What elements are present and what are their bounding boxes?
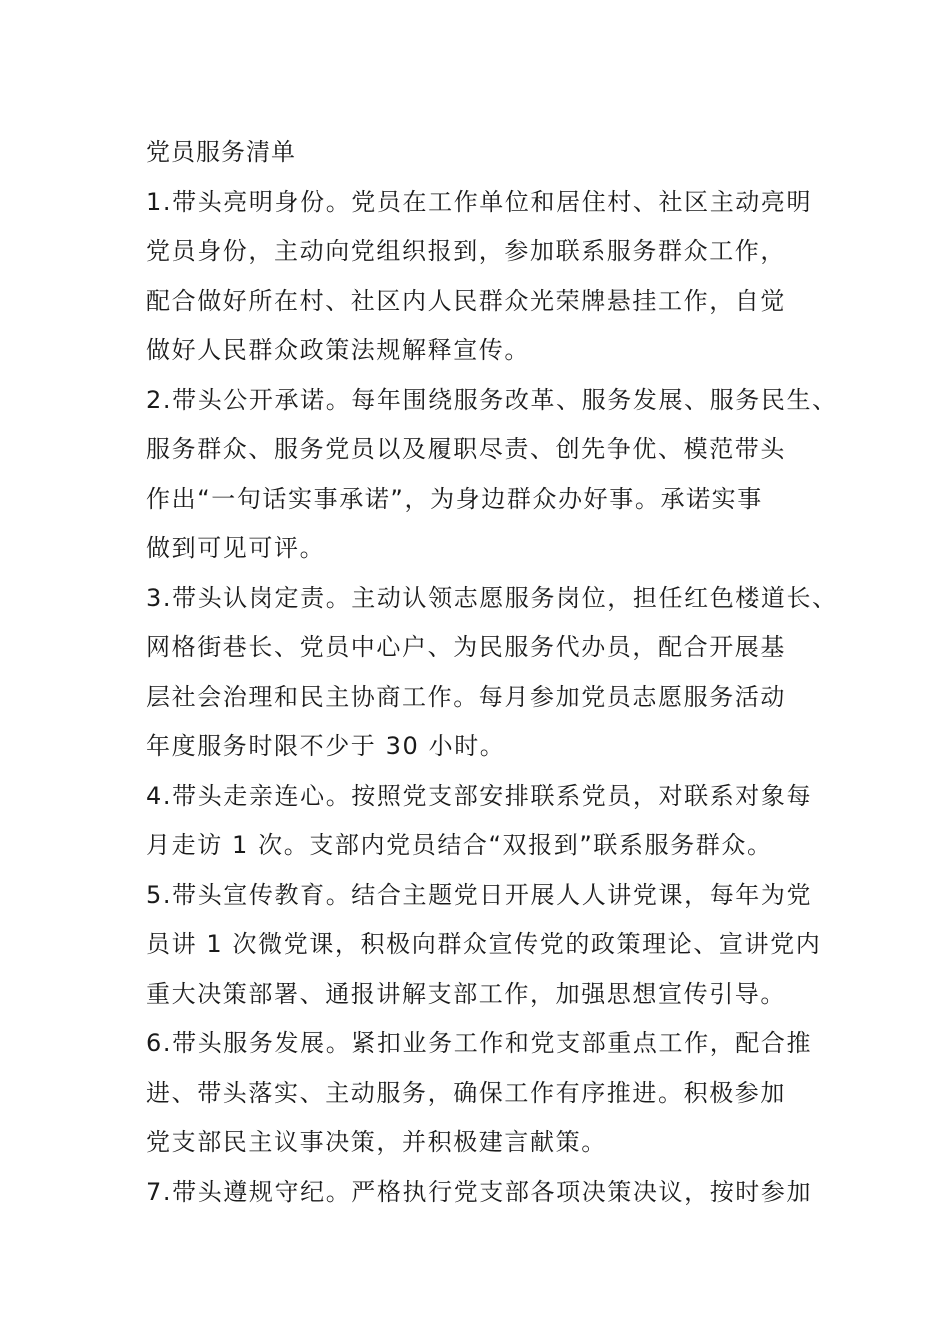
text-line: 做好人民群众政策法规解释宣传。	[146, 336, 530, 364]
text-line: 配合做好所在村、社区内人民群众光荣牌悬挂工作，自觉	[146, 286, 786, 315]
text-line: 年度服务时限不少于 30 小时。	[146, 732, 506, 760]
text-line: 作出“一句话实事承诺”，为身边群众办好事。承诺实事	[146, 484, 763, 513]
text-line: 党员身份，主动向党组织报到，参加联系服务群众工作，	[146, 237, 786, 265]
text-line: 网格街巷长、党员中心户、为民服务代办员，配合开展基	[146, 633, 786, 661]
text-line: 做到可见可评。	[146, 534, 326, 562]
text-line: 重大决策部署、通报讲解支部工作，加强思想宣传引导。	[146, 979, 786, 1008]
text-line: 员讲 1 次微党课，积极向群众宣传党的政策理论、宣讲党内	[146, 930, 822, 958]
text-line: 2.带头公开承诺。每年围绕服务改革、服务发展、服务民生、	[146, 385, 838, 414]
document-body	[146, 128, 838, 1217]
text-line: 进、带头落实、主动服务，确保工作有序推进。积极参加	[146, 1078, 786, 1107]
text-line: 5.带头宣传教育。结合主题党日开展人人讲党课，每年为党	[146, 880, 813, 909]
text-line: 3.带头认岗定责。主动认领志愿服务岗位，担任红色楼道长、	[146, 583, 838, 612]
text-line: 1.带头亮明身份。党员在工作单位和居住村、社区主动亮明	[146, 187, 813, 216]
text-line: 层社会治理和民主协商工作。每月参加党员志愿服务活动	[146, 682, 786, 711]
text-line: 党支部民主议事决策，并积极建言献策。	[146, 1128, 607, 1156]
text-line: 4.带头走亲连心。按照党支部安排联系党员，对联系对象每	[146, 781, 813, 810]
text-line: 7.带头遵规守纪。严格执行党支部各项决策决议，按时参加	[146, 1177, 813, 1206]
text-line: 6.带头服务发展。紧扣业务工作和党支部重点工作，配合推	[146, 1029, 813, 1057]
document-title: 党员服务清单	[146, 138, 296, 166]
text-line: 服务群众、服务党员以及履职尽责、创先争优、模范带头	[146, 435, 786, 463]
text-line: 月走访 1 次。支部内党员结合“双报到”联系服务群众。	[146, 831, 773, 859]
